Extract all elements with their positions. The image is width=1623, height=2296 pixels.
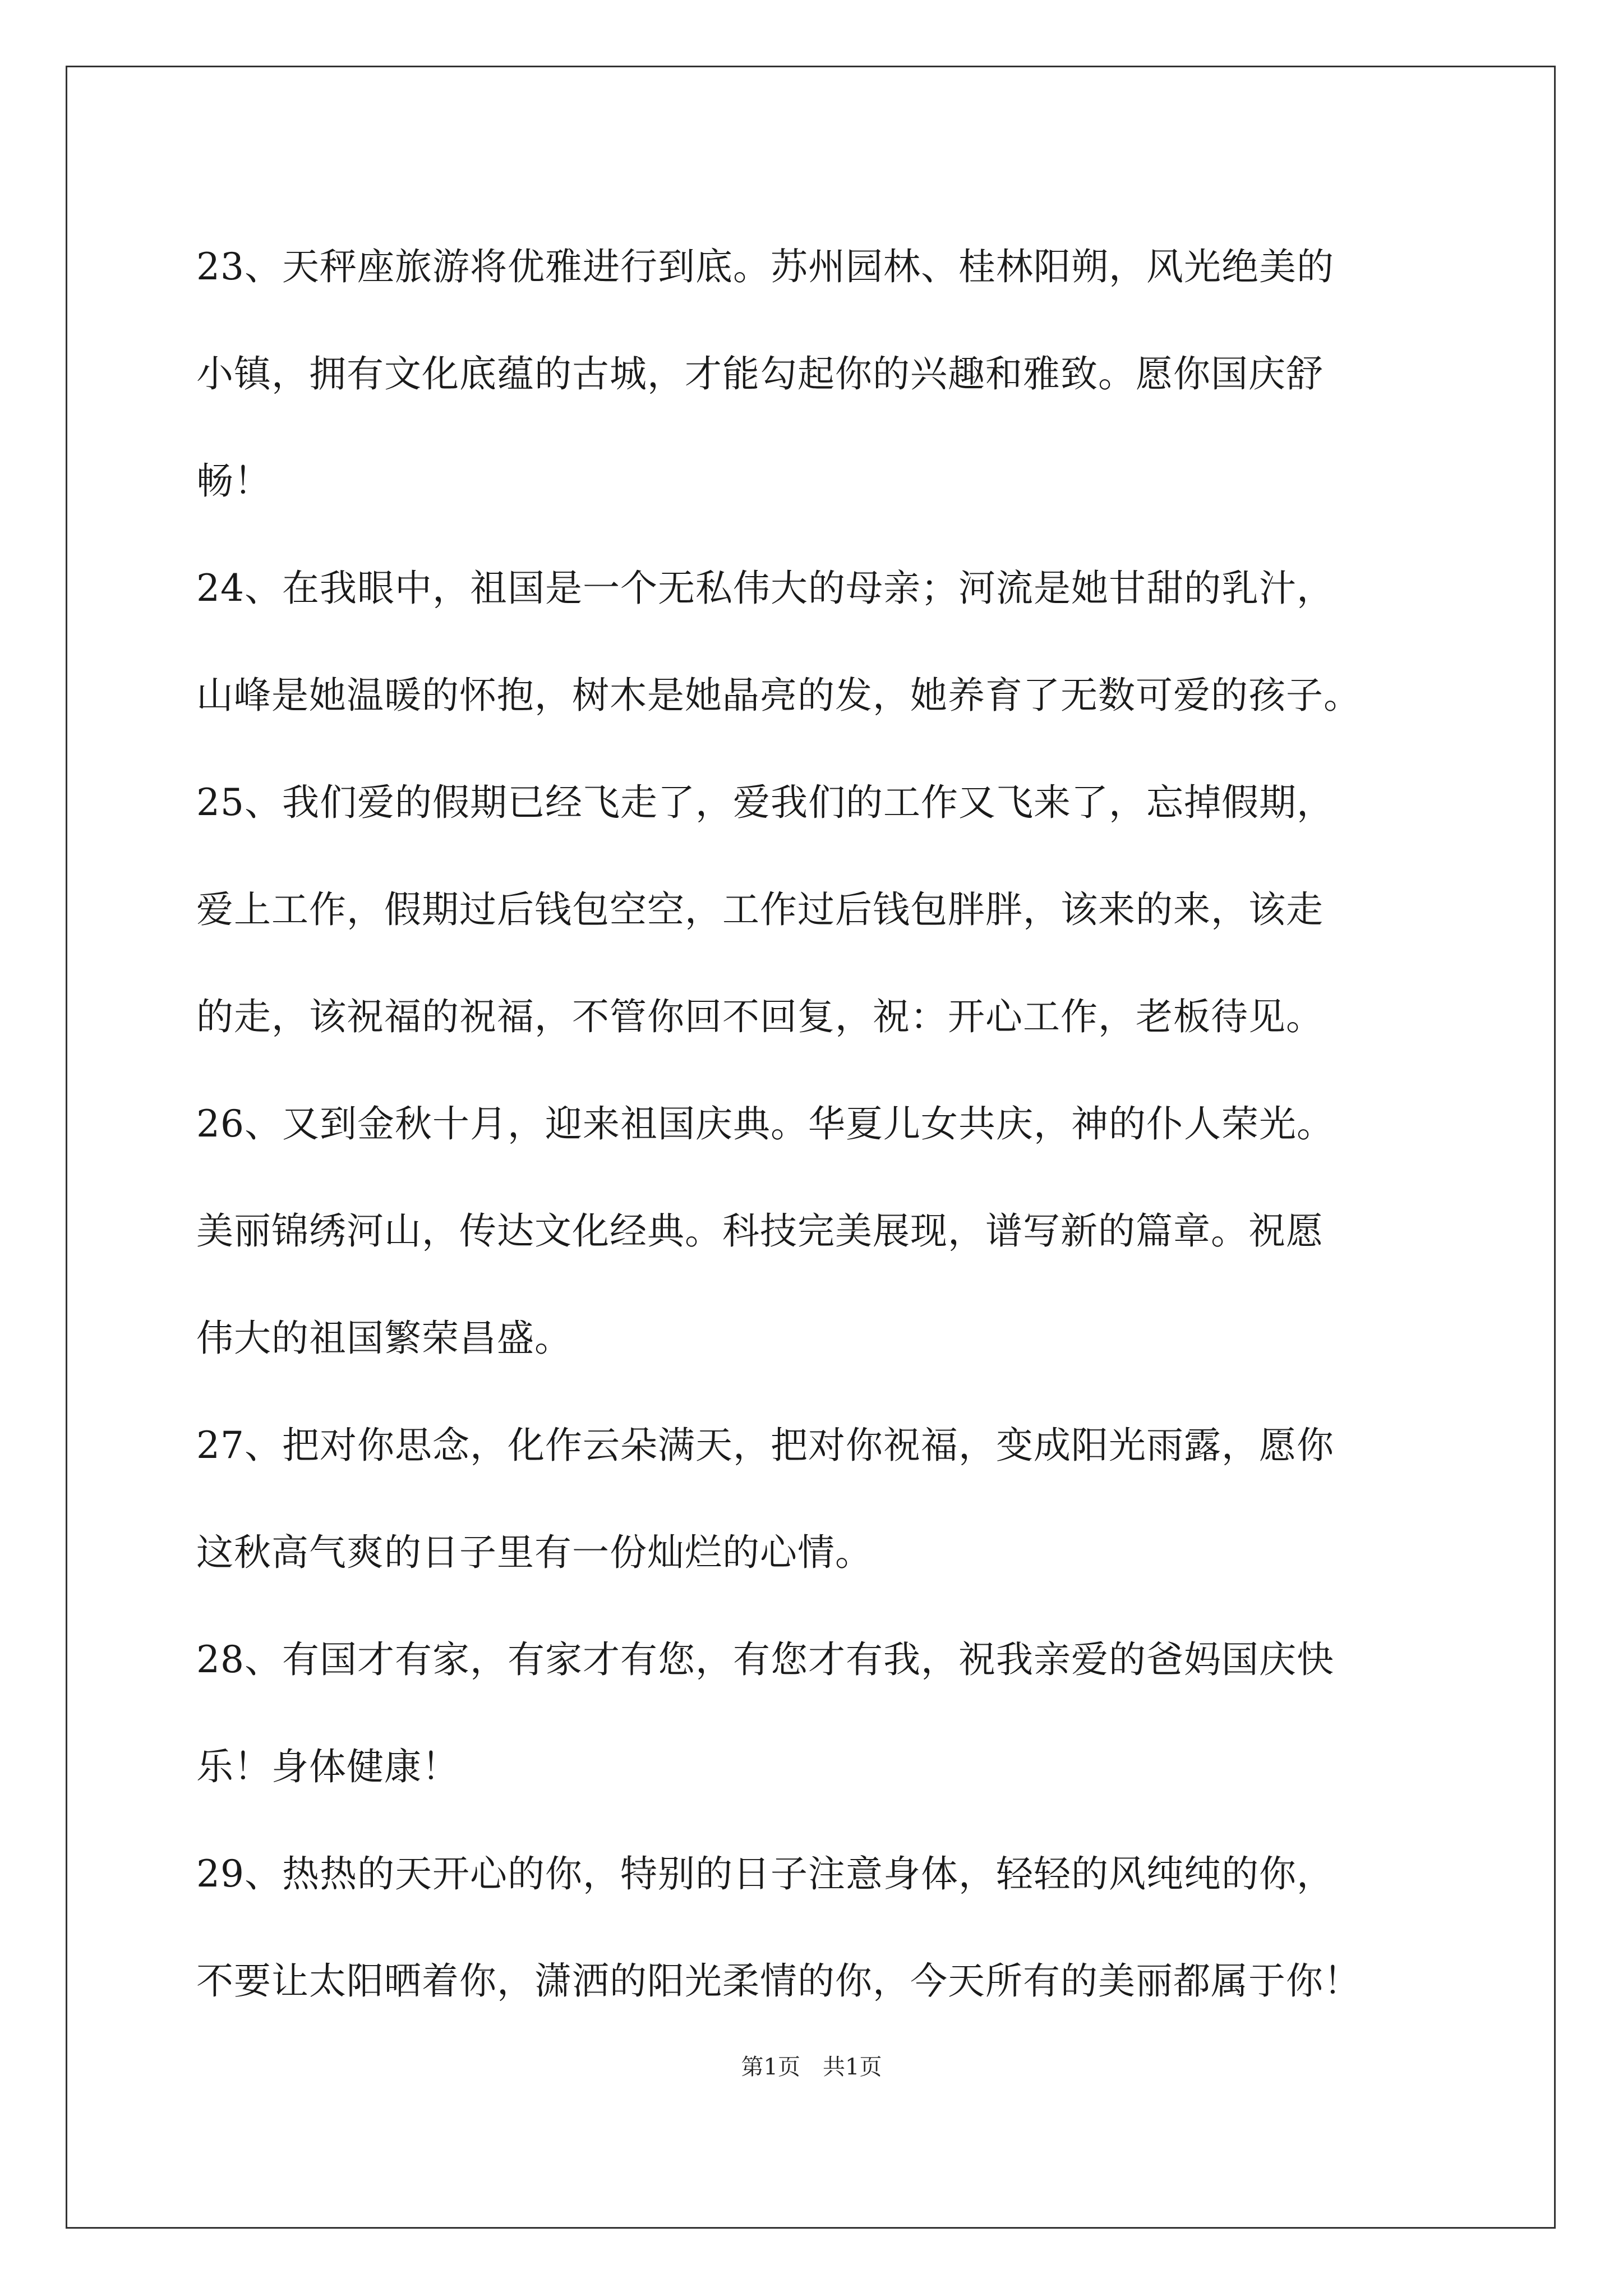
text-line: 29、热热的天开心的你，特别的日子注意身体，轻轻的风纯纯的你， xyxy=(196,1852,1334,1895)
text-line: 伟大的祖国繁荣昌盛。 xyxy=(196,1317,572,1360)
text-line: 26、又到金秋十月，迎来祖国庆典。华夏儿女共庆，神的仆人荣光。 xyxy=(196,1102,1334,1145)
text-line: 这秋高气爽的日子里有一份灿烂的心情。 xyxy=(196,1531,873,1574)
document-body xyxy=(196,213,1447,2035)
text-line: 的走，该祝福的祝福，不管你回不回复，祝：开心工作，老板待见。 xyxy=(196,995,1324,1038)
text-line: 27、把对你思念，化作云朵满天，把对你祝福，变成阳光雨露，愿你 xyxy=(196,1424,1334,1467)
text-line: 爱上工作，假期过后钱包空空，工作过后钱包胖胖，该来的来，该走 xyxy=(196,888,1324,931)
text-line: 28、有国才有家，有家才有您，有您才有我，祝我亲爱的爸妈国庆快 xyxy=(196,1638,1334,1681)
page-footer: 第1页 共1页 xyxy=(741,2054,882,2080)
text-line: 不要让太阳晒着你，潇洒的阳光柔情的你，今天所有的美丽都属于你！ xyxy=(196,1959,1361,2003)
text-line: 乐！身体健康！ xyxy=(196,1745,459,1788)
text-line: 山峰是她温暖的怀抱，树木是她晶亮的发，她养育了无数可爱的孩子。 xyxy=(196,674,1361,717)
text-line: 25、我们爱的假期已经飞走了，爱我们的工作又飞来了，忘掉假期， xyxy=(196,781,1334,824)
text-line: 美丽锦绣河山，传达文化经典。科技完美展现，谱写新的篇章。祝愿 xyxy=(196,1209,1324,1253)
text-line: 小镇，拥有文化底蕴的古城，才能勾起你的兴趣和雅致。愿你国庆舒 xyxy=(196,352,1324,395)
text-line: 23、天秤座旅游将优雅进行到底。苏州园林、桂林阳朔，风光绝美的 xyxy=(196,245,1334,288)
text-line: 畅！ xyxy=(196,459,271,503)
text-line: 24、在我眼中，祖国是一个无私伟大的母亲；河流是她甘甜的乳汁， xyxy=(196,567,1334,610)
